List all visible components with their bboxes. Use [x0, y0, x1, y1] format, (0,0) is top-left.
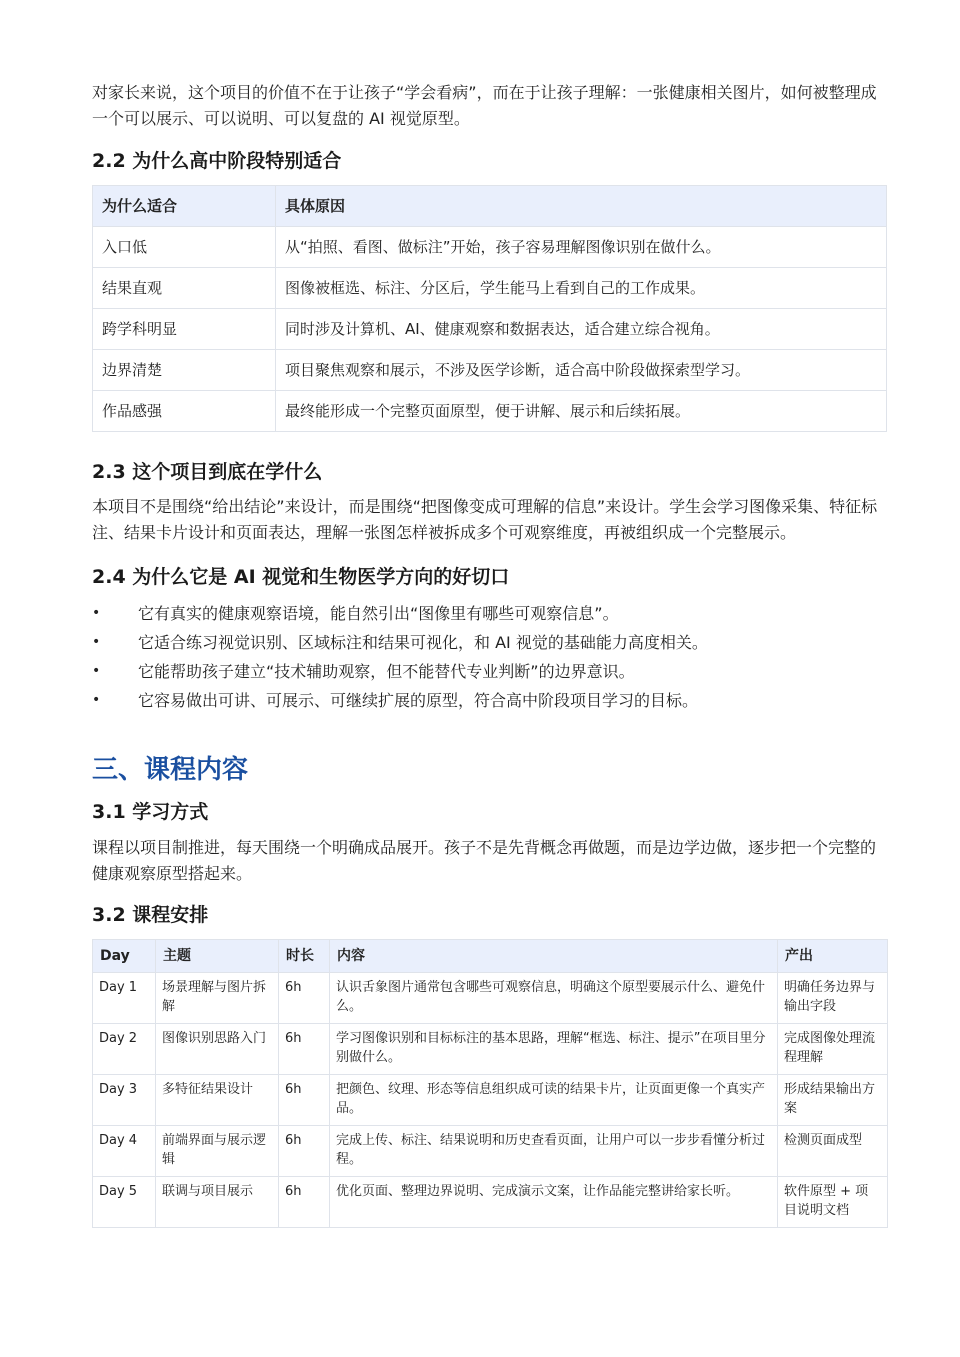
reason-detail: 从“拍照、看图、做标注”开始，孩子容易理解图像识别在做什么。	[276, 227, 887, 268]
reason-label: 入口低	[93, 227, 276, 268]
output-cell: 检测页面成型	[778, 1126, 888, 1177]
reason-label: 跨学科明显	[93, 309, 276, 350]
topic-cell: 多特征结果设计	[156, 1075, 279, 1126]
duration-cell: 6h	[279, 1126, 330, 1177]
topic-cell: 场景理解与图片拆解	[156, 973, 279, 1024]
bullet-icon: •	[92, 663, 101, 679]
table-row	[93, 973, 888, 1024]
content-cell: 完成上传、标注、结果说明和历史查看页面，让用户可以一步步看懂分析过程。	[330, 1126, 778, 1177]
section-2-2-heading: 2.2 为什么高中阶段特别适合	[92, 150, 342, 172]
section-2-3-heading: 2.3 这个项目到底在学什么	[92, 461, 323, 483]
suitability-table	[92, 185, 887, 432]
content-cell: 认识舌象图片通常包含哪些可观察信息，明确这个原型要展示什么、避免什么。	[330, 973, 778, 1024]
table-row	[93, 1177, 888, 1228]
bullet-icon: •	[92, 605, 101, 621]
reasons-list	[92, 599, 887, 715]
reason-detail: 同时涉及计算机、AI、健康观察和数据表达，适合建立综合视角。	[276, 309, 887, 350]
table-header-row	[93, 940, 888, 973]
column-header: 具体原因	[276, 186, 887, 227]
section-3-1-heading: 3.1 学习方式	[92, 801, 209, 823]
duration-cell: 6h	[279, 1177, 330, 1228]
reason-label: 边界清楚	[93, 350, 276, 391]
reason-detail: 项目聚焦观察和展示，不涉及医学诊断，适合高中阶段做探索型学习。	[276, 350, 887, 391]
output-cell: 形成结果输出方案	[778, 1075, 888, 1126]
list-item	[92, 599, 887, 628]
table-row	[93, 1075, 888, 1126]
topic-cell: 联调与项目展示	[156, 1177, 279, 1228]
table-row	[93, 227, 887, 268]
output-cell: 软件原型 + 项目说明文档	[778, 1177, 888, 1228]
column-header: 时长	[279, 940, 330, 973]
topic-cell: 前端界面与展示逻辑	[156, 1126, 279, 1177]
section-2-4-heading: 2.4 为什么它是 AI 视觉和生物医学方向的好切口	[92, 566, 510, 588]
day-cell: Day 4	[93, 1126, 156, 1177]
list-item	[92, 657, 887, 686]
content-cell: 优化页面、整理边界说明、完成演示文案，让作品能完整讲给家长听。	[330, 1177, 778, 1228]
duration-cell: 6h	[279, 1075, 330, 1126]
reason-detail: 图像被框选、标注、分区后，学生能马上看到自己的工作成果。	[276, 268, 887, 309]
column-header: 产出	[778, 940, 888, 973]
column-header: Day	[93, 940, 156, 973]
list-item	[92, 686, 887, 715]
list-item-text: 它有真实的健康观察语境，能自然引出“图像里有哪些可观察信息”。	[138, 604, 619, 623]
day-cell: Day 2	[93, 1024, 156, 1075]
content-cell: 学习图像识别和目标标注的基本思路，理解“框选、标注、提示”在项目里分别做什么。	[330, 1024, 778, 1075]
day-cell: Day 1	[93, 973, 156, 1024]
column-header: 内容	[330, 940, 778, 973]
list-item-text: 它能帮助孩子建立“技术辅助观察，但不能替代专业判断”的边界意识。	[138, 662, 635, 681]
course-schedule-table	[92, 939, 888, 1228]
section-3-1-body: 课程以项目制推进，每天围绕一个明确成品展开。孩子不是先背概念再做题，而是边学边做，逐步把一个完整的健康观察原型搭起来。	[92, 838, 877, 883]
intro-paragraph: 对家长来说，这个项目的价值不在于让孩子“学会看病”，而在于让孩子理解：一张健康相关图片，如何被整理成一个可以展示、可以说明、可以复盘的 AI 视觉原型。	[92, 83, 877, 128]
list-item-text: 它适合练习视觉识别、区域标注和结果可视化，和 AI 视觉的基础能力高度相关。	[138, 633, 708, 652]
duration-cell: 6h	[279, 973, 330, 1024]
reason-label: 作品感强	[93, 391, 276, 432]
day-cell: Day 3	[93, 1075, 156, 1126]
reason-detail: 最终能形成一个完整页面原型，便于讲解、展示和后续拓展。	[276, 391, 887, 432]
content-cell: 把颜色、纹理、形态等信息组织成可读的结果卡片，让页面更像一个真实产品。	[330, 1075, 778, 1126]
table-row	[93, 268, 887, 309]
table-header-row	[93, 186, 887, 227]
section-3-2-heading: 3.2 课程安排	[92, 904, 209, 926]
list-item	[92, 628, 887, 657]
table-row	[93, 309, 887, 350]
output-cell: 完成图像处理流程理解	[778, 1024, 888, 1075]
day-cell: Day 5	[93, 1177, 156, 1228]
column-header: 主题	[156, 940, 279, 973]
topic-cell: 图像识别思路入门	[156, 1024, 279, 1075]
bullet-icon: •	[92, 692, 101, 708]
table-row	[93, 1024, 888, 1075]
output-cell: 明确任务边界与输出字段	[778, 973, 888, 1024]
table-row	[93, 1126, 888, 1177]
duration-cell: 6h	[279, 1024, 330, 1075]
section-2-3-body: 本项目不是围绕“给出结论”来设计，而是围绕“把图像变成可理解的信息”来设计。学生会学习图像采集、特征标注、结果卡片设计和页面表达，理解一张图怎样被拆成多个可观察维度，再被组织成一个完整展示。	[92, 497, 878, 542]
table-row	[93, 350, 887, 391]
table-row	[93, 391, 887, 432]
bullet-icon: •	[92, 634, 101, 650]
list-item-text: 它容易做出可讲、可展示、可继续扩展的原型，符合高中阶段项目学习的目标。	[138, 691, 699, 710]
section-3-heading: 三、课程内容	[92, 755, 249, 785]
column-header: 为什么适合	[93, 186, 276, 227]
reason-label: 结果直观	[93, 268, 276, 309]
document-page	[92, 80, 887, 1228]
